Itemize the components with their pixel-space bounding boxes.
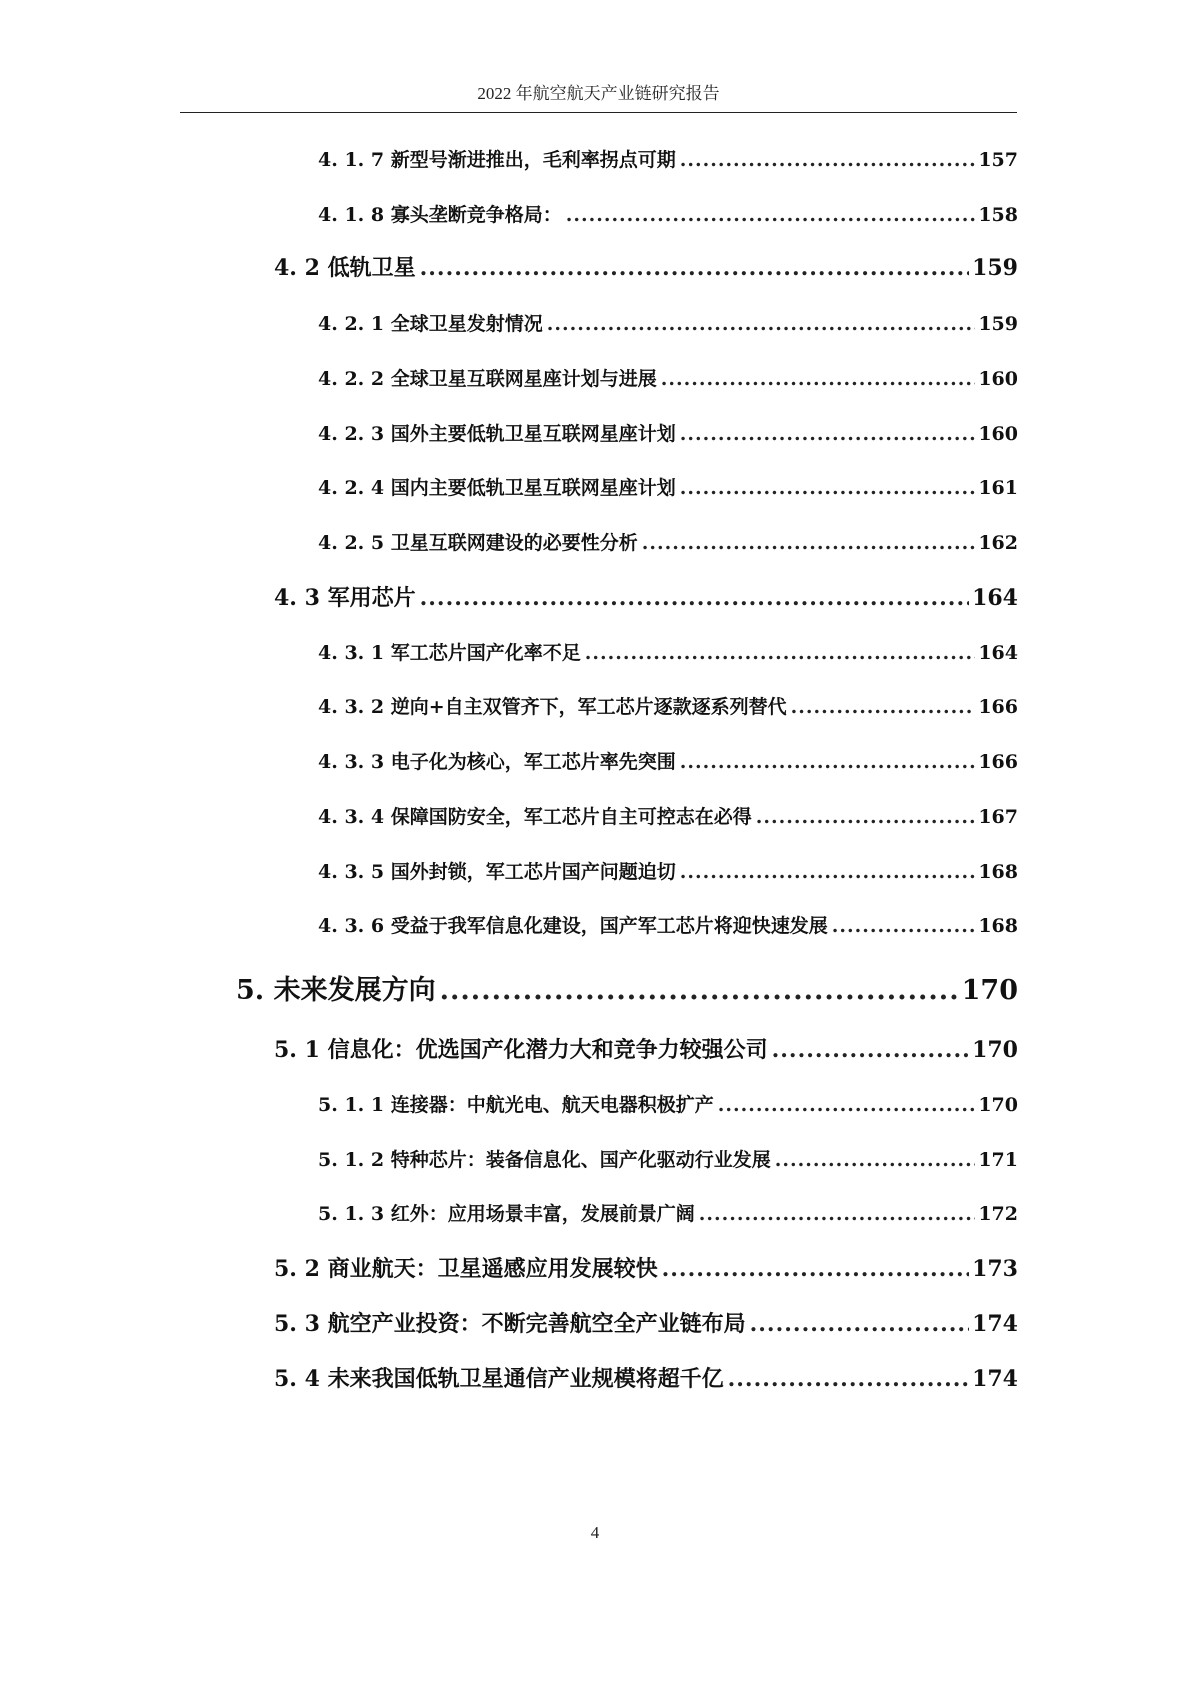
dot-leader [832, 915, 976, 937]
toc-entry-page: 166 [978, 696, 1018, 718]
toc-entry-5-1-1[interactable] [318, 1090, 1018, 1120]
toc-entry-title: 4. 1. 7 新型号渐进推出，毛利率拐点可期 [318, 149, 676, 171]
toc-entry-page: 164 [972, 585, 1018, 611]
toc-entry-page: 171 [978, 1149, 1018, 1171]
dot-leader [662, 1256, 969, 1282]
toc-entry-page: 164 [978, 642, 1018, 664]
dot-leader [585, 642, 976, 664]
toc-entry-4-3-5[interactable] [318, 857, 1018, 887]
dot-leader [750, 1311, 969, 1337]
toc-entry-title: 4. 1. 8 寡头垄断竞争格局： [318, 204, 562, 226]
toc-entry-4-2-4[interactable] [318, 473, 1018, 503]
toc-entry-4-3-1[interactable] [318, 638, 1018, 668]
toc-entry-4-3-3[interactable] [318, 747, 1018, 777]
toc-entry-title: 4. 3. 3 电子化为核心，军工芯片率先突围 [318, 751, 676, 773]
toc-entry-title: 5. 4 未来我国低轨卫星通信产业规模将超千亿 [274, 1366, 724, 1392]
toc-entry-page: 162 [978, 532, 1018, 554]
dot-leader [680, 477, 976, 499]
toc-entry-page: 172 [978, 1203, 1018, 1225]
toc-entry-page: 168 [978, 861, 1018, 883]
toc-entry-5-2[interactable] [274, 1252, 1018, 1286]
toc-entry-4-1-7[interactable] [318, 145, 1018, 175]
dot-leader [775, 1149, 976, 1171]
dot-leader [680, 861, 976, 883]
toc-entry-page: 166 [978, 751, 1018, 773]
toc-entry-page: 174 [972, 1366, 1018, 1392]
toc-entry-page: 160 [978, 368, 1018, 390]
dot-leader [718, 1094, 976, 1116]
toc-entry-title: 4. 2 低轨卫星 [274, 255, 416, 281]
toc-entry-title: 5. 未来发展方向 [236, 975, 436, 1006]
toc-entry-title: 5. 1. 2 特种芯片：装备信息化、国产化驱动行业发展 [318, 1149, 771, 1171]
toc-entry-title: 4. 2. 2 全球卫星互联网星座计划与进展 [318, 368, 657, 390]
toc-entry-4-2-1[interactable] [318, 309, 1018, 339]
dot-leader [420, 255, 969, 281]
toc-entry-page: 157 [978, 149, 1018, 171]
toc-entry-title: 4. 2. 5 卫星互联网建设的必要性分析 [318, 532, 638, 554]
toc-entry-4-3[interactable] [274, 581, 1018, 615]
toc-entry-title: 4. 3. 1 军工芯片国产化率不足 [318, 642, 581, 664]
toc-entry-4-2-2[interactable] [318, 364, 1018, 394]
toc-entry-title: 5. 1. 1 连接器：中航光电、航天电器积极扩产 [318, 1094, 714, 1116]
dot-leader [680, 423, 976, 445]
dot-leader [642, 532, 976, 554]
dot-leader [772, 1037, 969, 1063]
toc-entry-4-3-2[interactable] [318, 692, 1018, 722]
toc-entry-4-3-6[interactable] [318, 911, 1018, 941]
toc-entry-page: 159 [978, 313, 1018, 335]
toc-entry-page: 170 [961, 975, 1018, 1006]
toc-entry-title: 5. 3 航空产业投资：不断完善航空全产业链布局 [274, 1311, 746, 1337]
dot-leader [440, 975, 959, 1006]
toc-entry-page: 174 [972, 1311, 1018, 1337]
dot-leader [756, 806, 976, 828]
dot-leader [680, 149, 976, 171]
toc-entry-title: 5. 2 商业航天：卫星遥感应用发展较快 [274, 1256, 658, 1282]
toc-entry-page: 167 [978, 806, 1018, 828]
dot-leader [728, 1366, 969, 1392]
dot-leader [661, 368, 976, 390]
toc-entry-title: 5. 1 信息化：优选国产化潜力大和竞争力较强公司 [274, 1037, 768, 1063]
report-title: 2022 年航空航天产业链研究报告 [477, 84, 720, 103]
toc-entry-page: 173 [972, 1256, 1018, 1282]
toc-entry-5-1-3[interactable] [318, 1199, 1018, 1229]
toc-entry-4-1-8[interactable] [318, 200, 1018, 230]
toc-entry-page: 159 [972, 255, 1018, 281]
toc-entry-page: 160 [978, 423, 1018, 445]
toc-entry-4-3-4[interactable] [318, 802, 1018, 832]
toc-entry-page: 168 [978, 915, 1018, 937]
toc-entry-page: 161 [978, 477, 1018, 499]
toc-entry-5-4[interactable] [274, 1362, 1018, 1396]
dot-leader [680, 751, 976, 773]
toc-entry-5-1-2[interactable] [318, 1145, 1018, 1175]
dot-leader [699, 1203, 976, 1225]
toc-entry-4-2[interactable] [274, 251, 1018, 285]
dot-leader [791, 696, 976, 718]
dot-leader [420, 585, 969, 611]
toc-entry-title: 4. 2. 4 国内主要低轨卫星互联网星座计划 [318, 477, 676, 499]
toc-entry-5[interactable] [236, 968, 1018, 1008]
toc-entry-title: 5. 1. 3 红外：应用场景丰富，发展前景广阔 [318, 1203, 695, 1225]
toc-entry-page: 158 [978, 204, 1018, 226]
dot-leader [547, 313, 976, 335]
page-number: 4 [590, 1523, 600, 1542]
dot-leader [566, 204, 976, 226]
toc-entry-page: 170 [972, 1037, 1018, 1063]
toc-entry-4-2-3[interactable] [318, 419, 1018, 449]
toc-entry-title: 4. 3. 2 逆向+自主双管齐下，军工芯片逐款逐系列替代 [318, 696, 787, 718]
toc-entry-title: 4. 3 军用芯片 [274, 585, 416, 611]
toc-entry-title: 4. 3. 6 受益于我军信息化建设，国产军工芯片将迎快速发展 [318, 915, 828, 937]
toc-entry-title: 4. 2. 3 国外主要低轨卫星互联网星座计划 [318, 423, 676, 445]
toc-entry-title: 4. 3. 5 国外封锁，军工芯片国产问题迫切 [318, 861, 676, 883]
toc-entry-title: 4. 2. 1 全球卫星发射情况 [318, 313, 543, 335]
toc-entry-5-1[interactable] [274, 1033, 1018, 1067]
toc-entry-title: 4. 3. 4 保障国防安全，军工芯片自主可控志在必得 [318, 806, 752, 828]
toc-entry-4-2-5[interactable] [318, 528, 1018, 558]
toc-entry-page: 170 [978, 1094, 1018, 1116]
toc-entry-5-3[interactable] [274, 1307, 1018, 1341]
